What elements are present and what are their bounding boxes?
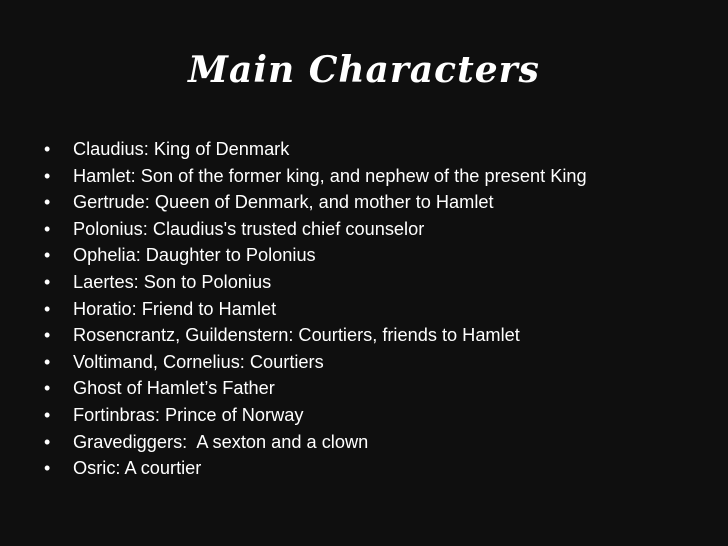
bullet-icon: •	[44, 404, 51, 425]
bullet-icon: •	[44, 271, 51, 292]
slide-title: Main Characters	[188, 49, 540, 91]
list-item	[44, 375, 587, 402]
list-item	[44, 242, 587, 269]
list-item-text: Ophelia: Daughter to Polonius	[73, 245, 316, 266]
list-item	[44, 163, 587, 190]
list-item-text: Horatio: Friend to Hamlet	[73, 298, 277, 319]
list-item-text: Voltimand, Cornelius: Courtiers	[73, 351, 324, 372]
bullet-icon: •	[44, 351, 51, 372]
bullet-icon: •	[44, 245, 51, 266]
list-item-text: Laertes: Son to Polonius	[73, 271, 272, 292]
list-item	[44, 322, 587, 349]
bullet-icon: •	[44, 325, 51, 346]
list-item-text: Hamlet: Son of the former king, and nephew of the present King	[73, 165, 587, 186]
list-item	[44, 269, 587, 296]
list-item	[44, 189, 587, 216]
list-item	[44, 296, 587, 323]
bullet-icon: •	[44, 218, 51, 239]
list-item	[44, 136, 587, 163]
list-item-text: Fortinbras: Prince of Norway	[73, 404, 304, 425]
bullet-icon: •	[44, 378, 51, 399]
list-item	[44, 429, 587, 456]
bullet-icon: •	[44, 458, 51, 479]
bullet-icon: •	[44, 298, 51, 319]
list-item-text: Claudius: King of Denmark	[73, 139, 290, 159]
list-item-text: Gertrude: Queen of Denmark, and mother to Hamlet	[73, 192, 494, 213]
list-item	[44, 455, 587, 482]
bullet-icon: •	[44, 139, 51, 159]
bullet-icon: •	[44, 165, 51, 186]
list-item	[44, 216, 587, 243]
bullet-icon: •	[44, 431, 51, 452]
list-item-text: Ghost of Hamlet’s Father	[73, 378, 275, 399]
list-item-text: Gravediggers: A sexton and a clown	[73, 431, 369, 452]
list-item-text: Rosencrantz, Guildenstern: Courtiers, friends to Hamlet	[73, 325, 520, 346]
list-item	[44, 349, 587, 376]
list-item-text: Osric: A courtier	[73, 458, 202, 479]
list-item-text: Polonius: Claudius's trusted chief counselor	[73, 218, 425, 239]
character-list	[44, 136, 587, 482]
list-item	[44, 402, 587, 429]
bullet-icon: •	[44, 192, 51, 213]
